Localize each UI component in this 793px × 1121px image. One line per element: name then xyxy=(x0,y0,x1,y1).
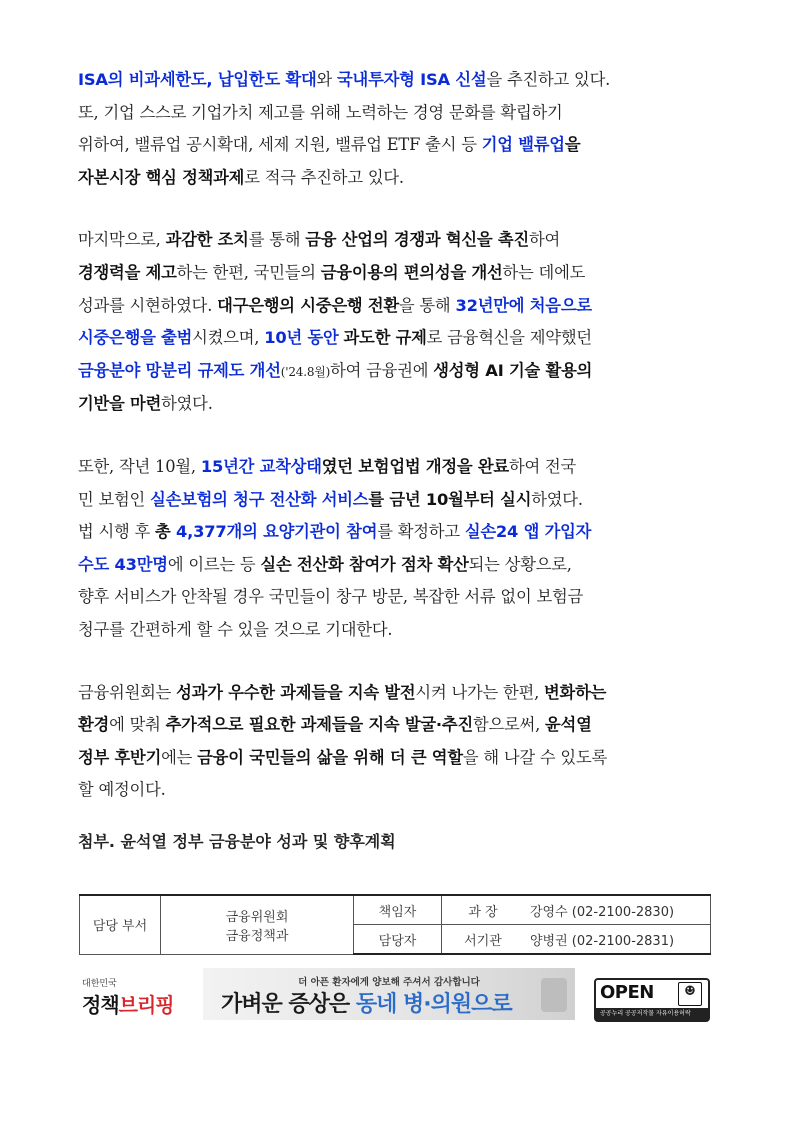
paragraph xyxy=(78,451,718,647)
text-run: 과감한 조치 xyxy=(165,230,249,250)
text-run: 에는 xyxy=(161,747,198,767)
text-run: 하여 xyxy=(528,230,561,250)
text-run: 와 xyxy=(316,70,338,89)
text-run: 를 금년 10월부터 실시 xyxy=(368,489,532,509)
text-line xyxy=(78,677,718,710)
text-run: 생성형 AI 기술 활용의 xyxy=(433,360,593,380)
text-line xyxy=(78,614,718,647)
text-run: 변화하는 xyxy=(544,682,607,702)
text-run: 4,377개의 요양기관이 참여 xyxy=(176,522,378,542)
text-line xyxy=(78,742,718,775)
text-run: 금융 산업의 경쟁과 혁신을 촉진 xyxy=(305,230,529,250)
text-run: 을 추진하고 있다. xyxy=(486,70,611,89)
text-run: 에 맞춰 xyxy=(109,715,166,735)
text-line xyxy=(78,129,718,162)
role-cell: 담당자 xyxy=(354,925,442,955)
text-run: 하였다. xyxy=(531,489,583,509)
text-run: 로 적극 추진하고 있다. xyxy=(244,167,404,187)
text-run: 정부 후반기 xyxy=(78,747,162,767)
role-cell: 책임자 xyxy=(354,895,442,925)
name-cell: 양병권 (02-2100-2831) xyxy=(524,925,711,955)
text-run: 을 통해 xyxy=(398,295,456,315)
text-run: 윤석열 xyxy=(545,715,592,735)
text-line xyxy=(78,549,718,582)
text-run: 실손 전산화 참여가 점차 확산 xyxy=(260,554,469,574)
text-run: 또한, 작년 10월, xyxy=(78,456,201,476)
text-run: 총 xyxy=(155,522,177,542)
paragraph xyxy=(78,677,718,807)
text-run: 대구은행의 시중은행 전환 xyxy=(217,295,399,315)
text-run: 성과를 시현하였다. xyxy=(78,295,218,315)
text-run: 경쟁력을 제고 xyxy=(78,262,177,282)
text-run: ('24.8월) xyxy=(280,364,331,379)
text-run: 과도한 규제 xyxy=(343,328,427,348)
text-run: 자본시장 핵심 정책과제 xyxy=(78,167,245,187)
text-run: 기업 밸류업 xyxy=(481,135,565,155)
text-run: 를 통해 xyxy=(248,230,306,250)
text-run: 할 예정이다. xyxy=(78,780,166,800)
text-run: 법 시행 후 xyxy=(78,522,156,542)
paragraph xyxy=(78,224,718,421)
banner-image-icon xyxy=(541,978,567,1012)
text-line xyxy=(78,290,718,323)
text-run: 추가적으로 필요한 과제들을 지속 발굴·추진 xyxy=(165,715,473,735)
text-run: 10년 동안 xyxy=(264,328,339,348)
text-run: 금융위원회는 xyxy=(78,682,177,702)
text-line xyxy=(78,451,718,484)
document-body xyxy=(78,64,718,837)
footer xyxy=(78,968,718,1024)
text-run: 또, 기업 스스로 기업가치 제고를 위해 노력하는 경영 문화를 확립하기 xyxy=(78,102,563,122)
text-line xyxy=(78,355,718,389)
paragraph xyxy=(78,64,718,194)
text-run: 함으로써, xyxy=(472,715,546,735)
text-run: ISA의 비과세한도, 납입한도 확대 xyxy=(78,70,317,89)
text-run: 수도 43만명 xyxy=(78,554,168,574)
text-run: 하였다. xyxy=(161,394,213,414)
text-run: 국내투자형 ISA 신설 xyxy=(337,70,487,89)
text-line xyxy=(78,581,718,614)
text-run: 실손24 앱 가입자 xyxy=(464,522,592,542)
text-run: 15년간 교착상태 xyxy=(200,456,322,476)
text-run: 32년만에 처음으로 xyxy=(455,295,592,315)
text-line xyxy=(78,162,718,195)
text-run: 에 이르는 등 xyxy=(167,554,261,574)
text-run: 하는 한편, 국민들의 xyxy=(176,262,321,282)
text-line xyxy=(78,64,718,97)
dept-name: 금융위원회 금융정책과 xyxy=(161,895,354,954)
title-cell: 서기관 xyxy=(442,925,525,955)
text-run: 기반을 마련 xyxy=(78,394,162,414)
text-line xyxy=(78,484,718,517)
text-run: 되는 상황으로, xyxy=(468,554,572,574)
name-cell: 강영수 (02-2100-2830) xyxy=(524,895,711,925)
kogl-open-license-badge[interactable]: OPEN ☻ 공공누리 공공저작물 자유이용허락 xyxy=(594,978,710,1022)
text-run: 하는 데에도 xyxy=(502,262,586,282)
text-line xyxy=(78,388,718,421)
text-line xyxy=(78,516,718,549)
text-run: 금융이용의 편의성을 개선 xyxy=(320,262,503,282)
text-run: 마지막으로, xyxy=(78,230,166,250)
text-run: 하여 금융권에 xyxy=(330,360,434,380)
text-run: 민 보험인 xyxy=(78,489,151,509)
text-line xyxy=(78,257,718,290)
text-run: 시중은행을 출범 xyxy=(78,328,193,348)
text-run: 였던 보험업법 개정을 완료 xyxy=(321,456,509,476)
text-run: 금융분야 망분리 규제도 개선 xyxy=(78,360,281,380)
text-run: 를 확정하고 xyxy=(377,522,465,542)
text-run: 향후 서비스가 안착될 경우 국민들이 창구 방문, 복잡한 서류 없이 보험금 xyxy=(78,587,584,607)
text-run: 환경 xyxy=(78,715,110,735)
contact-table xyxy=(79,894,711,955)
text-run: 시켰으며, xyxy=(192,328,265,348)
text-line xyxy=(78,709,718,742)
text-line xyxy=(78,322,718,355)
text-run: 하여 전국 xyxy=(508,456,577,476)
text-run: 을 해 나갈 수 있도록 xyxy=(462,747,607,767)
text-run: 로 금융혁신을 제약했던 xyxy=(426,328,592,348)
campaign-banner[interactable]: 더 아픈 환자에게 양보해 주셔서 감사합니다 가벼운 증상은 동네 병·의원으로 xyxy=(203,968,575,1020)
title-cell: 과 장 xyxy=(442,895,525,925)
text-run: 시켜 나가는 한편, xyxy=(415,682,545,702)
text-run: 금융이 국민들의 삶을 위해 더 큰 역할 xyxy=(197,747,463,767)
policy-briefing-logo[interactable]: 대한민국 정책브리핑 xyxy=(82,979,174,1017)
text-run: 청구를 간편하게 할 수 있을 것으로 기대한다. xyxy=(78,619,393,639)
text-run: 위하여, 밸류업 공시확대, 세제 지원, 밸류업 ETF 출시 등 xyxy=(78,135,482,155)
text-line xyxy=(78,774,718,807)
text-line xyxy=(78,97,718,130)
text-line xyxy=(78,224,718,257)
dept-label: 담당 부서 xyxy=(80,895,161,954)
text-run: 성과가 우수한 과제들을 지속 발전 xyxy=(176,682,416,702)
person-icon: ☻ xyxy=(678,982,702,1006)
text-run: 실손보험의 청구 전산화 서비스 xyxy=(150,489,369,509)
attachment-label: 첨부. 윤석열 정부 금융분야 성과 및 향후계획 xyxy=(78,832,396,851)
text-run: 을 xyxy=(564,135,581,155)
